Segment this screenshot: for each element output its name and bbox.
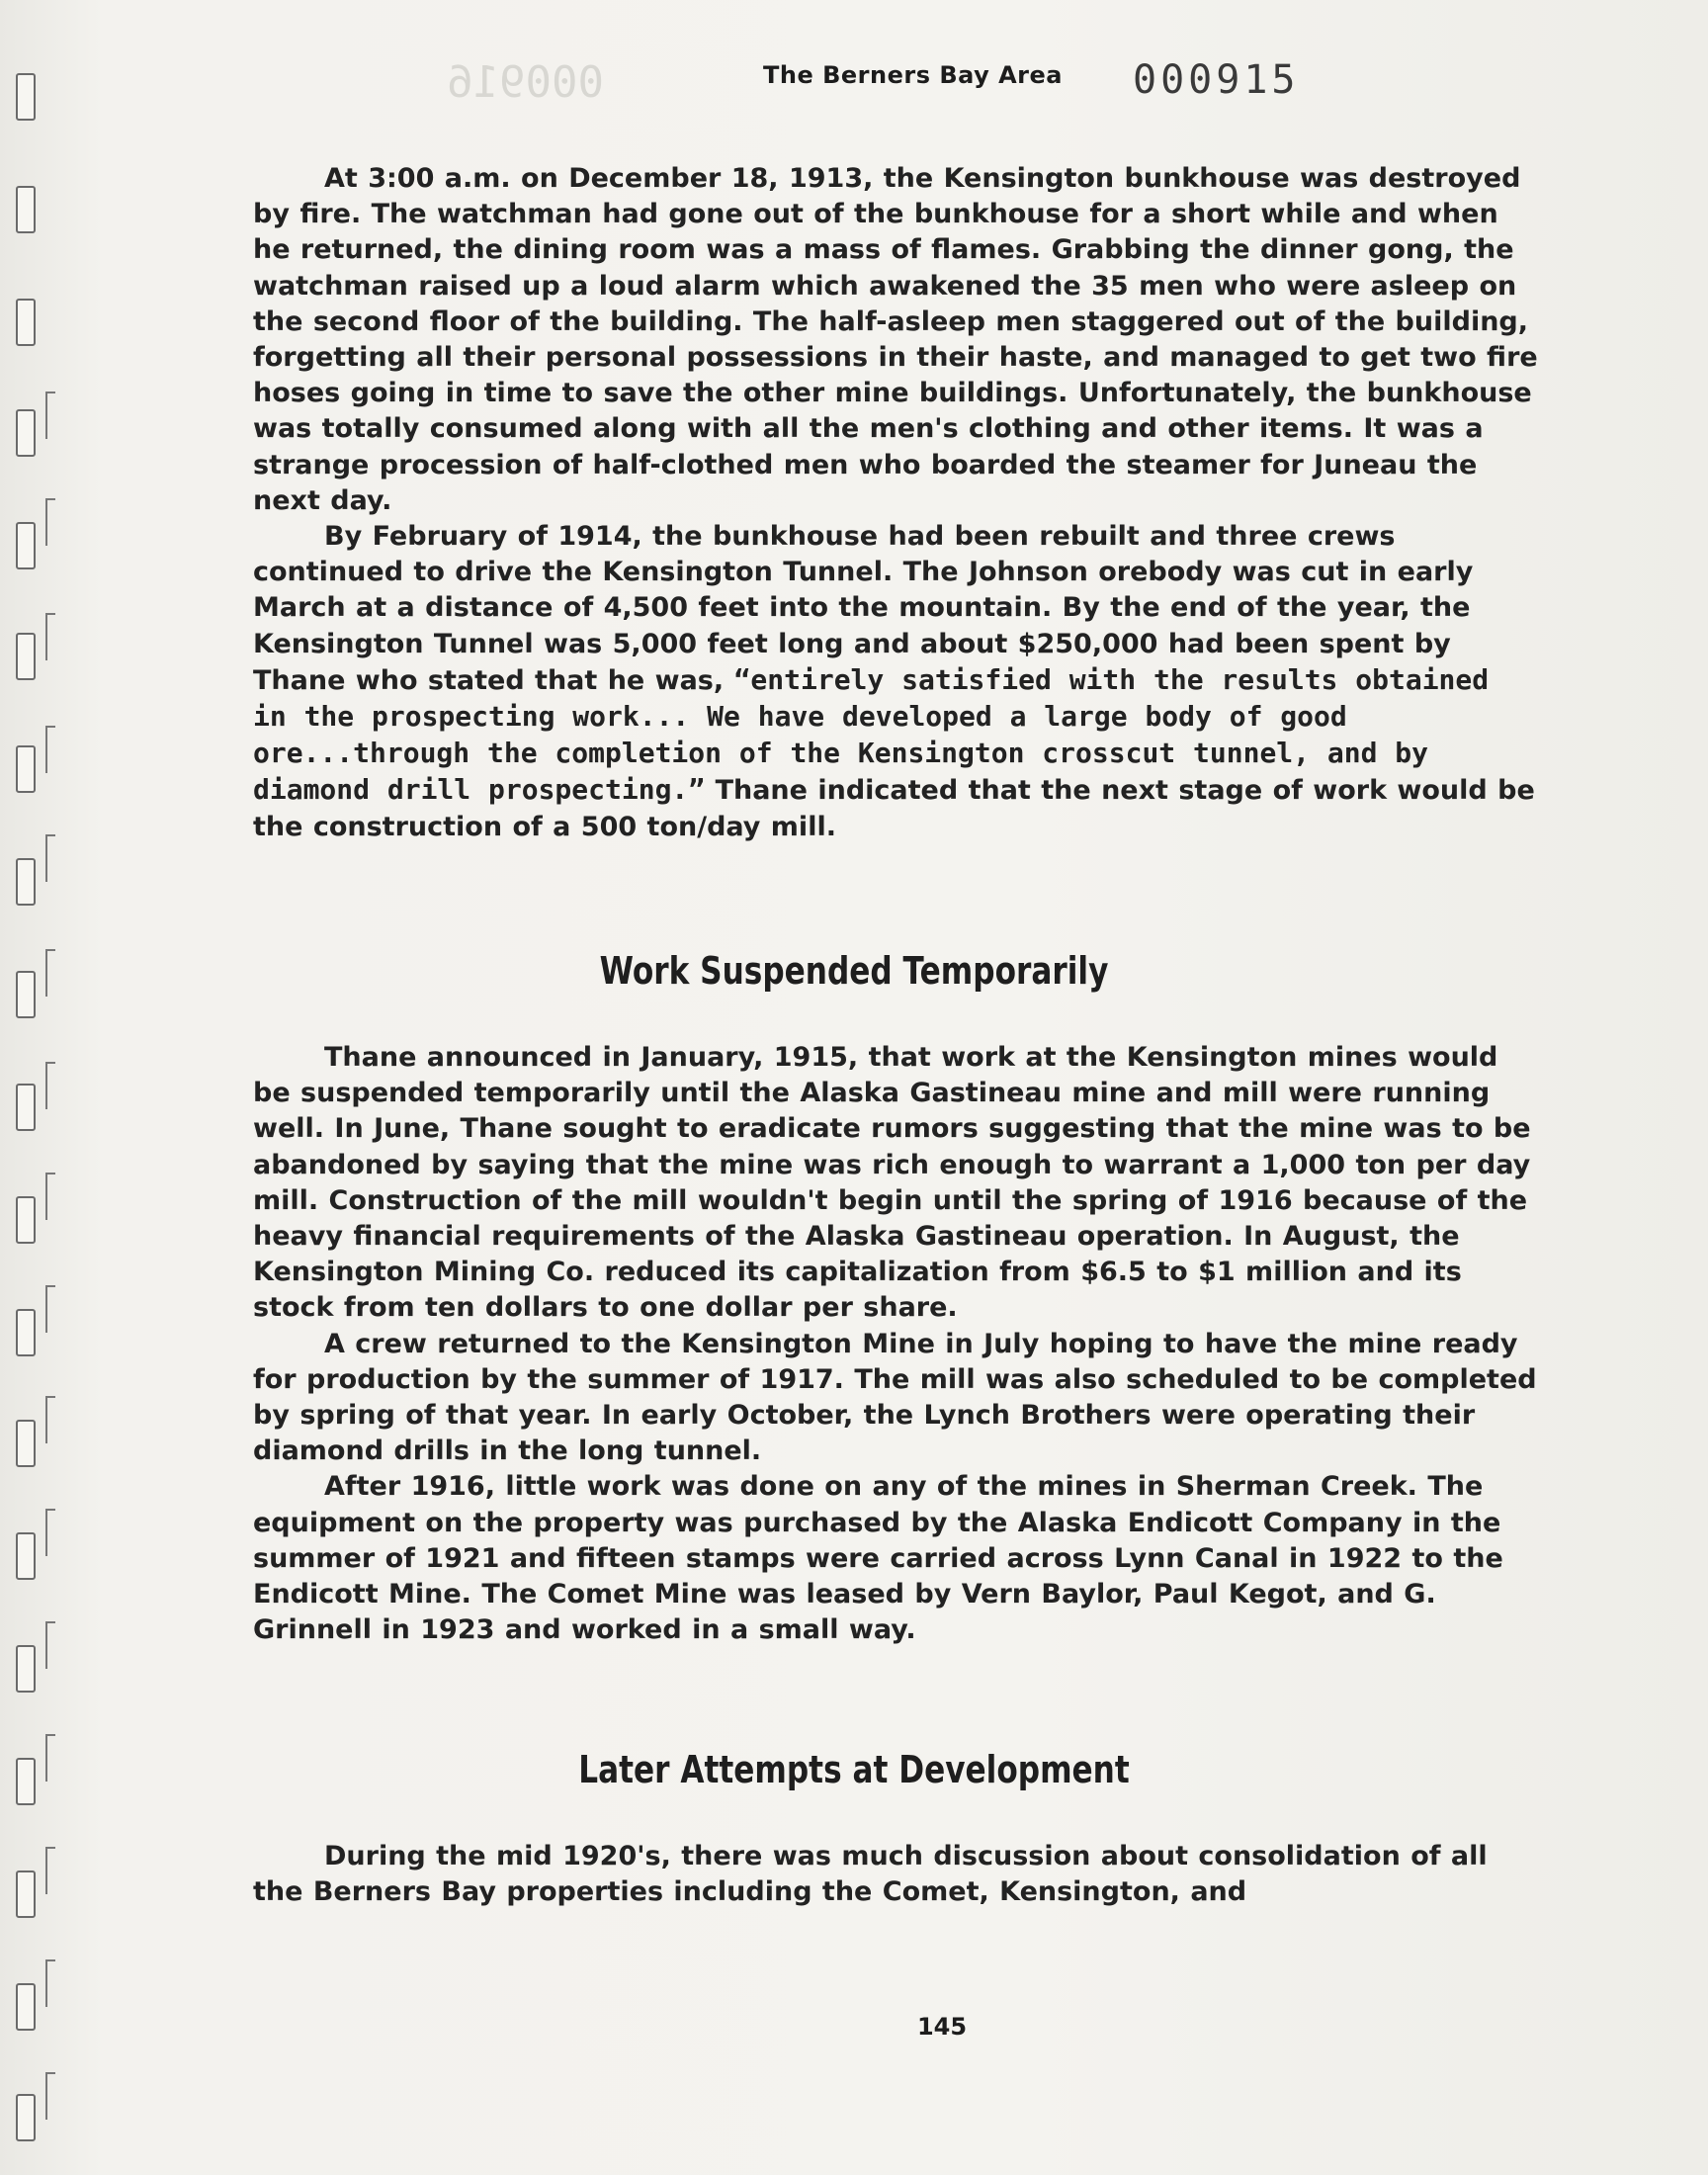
binder-hole [16,186,36,233]
section-1-text [253,161,1538,845]
paragraph: After 1916, little work was done on any of the mines in Sherman Creek. The equipment on the property was purchased by the Alaska Endicott Company in the summer of 1921 and fifteen stamps were carried across Lynn Canal in 1922 to the Endicott Mine. The Comet Mine was leased by Vern Baylor, Paul Kegot, and G. Grinnell in 1923 and worked in a small way. [253,1471,1503,1646]
binder-hole [16,522,36,569]
binder-mark [45,1847,55,1894]
section-heading: Later Attempts at Development [578,1748,1130,1791]
binder-hole [16,858,36,906]
binder-mark [45,1621,55,1669]
quotation: “entirely satisfied with the results obtained in the prospecting work... We have developed a large body of good ore...through the completion of the Kensington crosscut tunnel, and by diamond drill prospecting.” [253,662,1490,807]
binder-mark [45,2072,55,2120]
binder-mark [45,1285,55,1333]
binder-hole [16,1645,36,1693]
paragraph: A crew returned to the Kensington Mine in July hoping to have the mine ready for production by the summer of 1917. The mill was also scheduled to be completed by spring of that year. In early October, the Lynch Brothers were operating their diamond drills in the long tunnel. [253,1328,1537,1467]
binder-hole [16,73,36,121]
binder-mark [45,1173,55,1220]
document-number: 000915 [1133,57,1300,103]
binder-hole [16,745,36,793]
paragraph: Thane announced in January, 1915, that work at the Kensington mines would be suspended temporarily until the Alaska Gastineau mine and mill were running well. In June, Thane sought to eradicate rumors suggesting that the mine was to be abandoned by saying that the mine was rich enough to warrant a 1,000 ton per day mill. Construction of the mill wouldn't begin until the spring of 1916 because of the heavy financial requirements of the Alaska Gastineau operation. In August, the Kensington Mining Co. reduced its capitalization from $6.5 to $1 million and its stock from ten dollars to one dollar per share. [253,1042,1531,1324]
bleed-through-stamp: 000916 [447,57,604,108]
paragraph: At 3:00 a.m. on December 18, 1913, the Kensington bunkhouse was destroyed by fire. The watchman had gone out of the bunkhouse for a short while and when he returned, the dining room was a mass of flames. Grabbing the dinner gong, the watchman raised up a loud alarm which awakened the 35 men who were asleep on the second floor of the building. The half-asleep men staggered out of the building, forgetting all their personal possessions in their haste, and managed to get two fire hoses going in time to save the other mine buildings. Unfortunately, the bunkhouse was totally consumed along with all the men's clothing and other items. It was a strange procession of half-clothed men who boarded the steamer for Juneau the next day. [253,163,1538,516]
binder-hole [16,633,36,680]
binder-hole [16,409,36,457]
binder-mark [45,1509,55,1556]
binder-holes [16,55,85,2151]
section-heading: Work Suspended Temporarily [599,949,1109,993]
binder-hole [16,1084,36,1131]
binder-mark [45,613,55,660]
page-number: 145 [916,2013,968,2041]
binder-hole [16,1309,36,1356]
section-3-text [253,1839,1538,1910]
binder-hole [16,1420,36,1467]
binder-hole [16,2094,36,2141]
binder-hole [16,1870,36,1918]
binder-hole [16,1196,36,1244]
binder-mark [45,1396,55,1443]
binder-hole [16,1532,36,1580]
binder-hole [16,971,36,1018]
binder-mark [45,834,55,882]
binder-hole [16,1758,36,1805]
running-head: The Berners Bay Area [763,61,1063,89]
binder-mark [45,1734,55,1782]
binder-mark [45,1959,55,2007]
paragraph: During the mid 1920's, there was much discussion about consolidation of all the Berners Bay properties including the Comet, Kensington, and [253,1841,1488,1908]
binder-hole [16,299,36,346]
binder-mark [45,498,55,546]
paragraph [253,519,1538,845]
binder-mark [45,392,55,439]
binder-mark [45,726,55,773]
binder-mark [45,1062,55,1109]
binder-mark [45,949,55,997]
paragraph-intro: By February of 1914, the bunkhouse had been rebuilt and three crews continued to drive the Kensington Tunnel. The Johnson orebody was cut in early March at a distance of 4,500 feet into the mountain. By the end of the year, the Kensington Tunnel was 5,000 feet long and about $250,000 had been spent by Thane who stated that he was, [253,521,1474,696]
section-2-text [253,1040,1538,1648]
paragraph-ending: Thane indicated that the next stage of work would be the construction of a 500 ton/day mill. [253,775,1535,842]
